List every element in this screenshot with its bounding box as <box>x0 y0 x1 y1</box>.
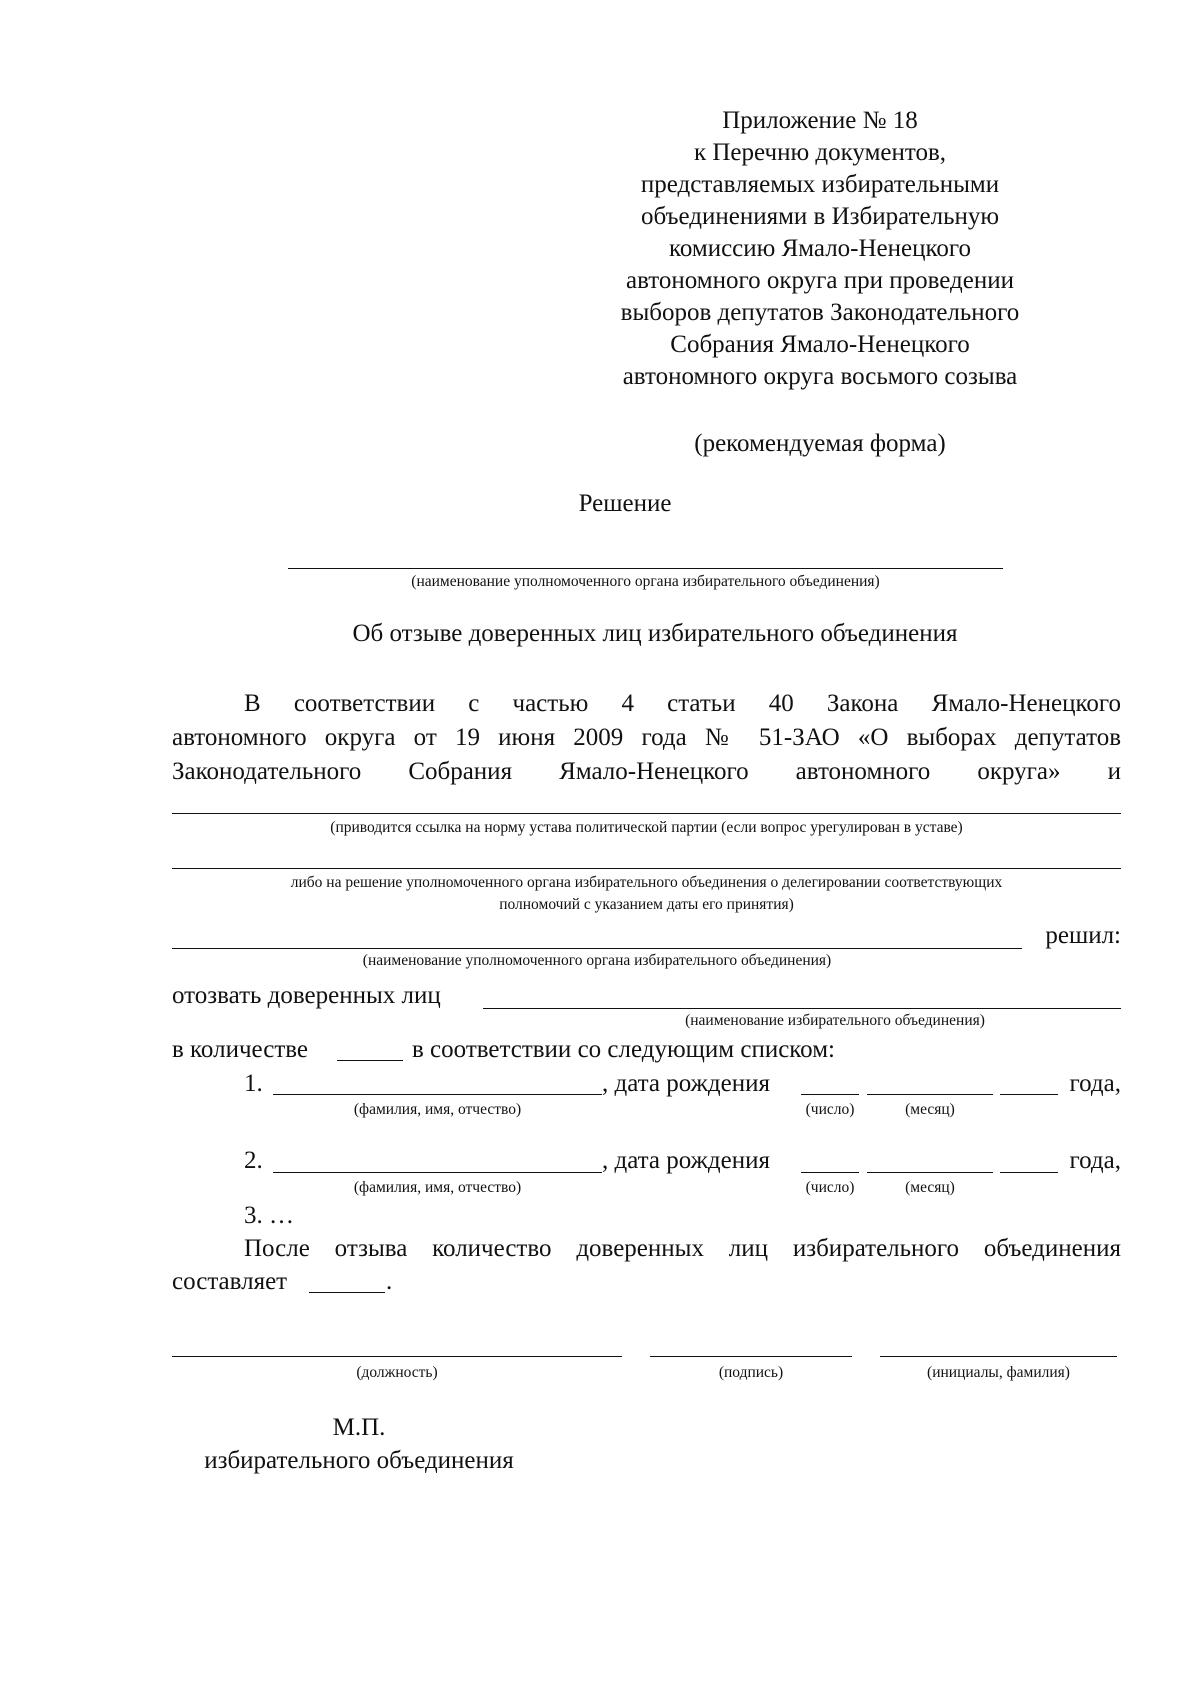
association-name-line <box>483 1008 1121 1009</box>
year-line <box>1000 1094 1058 1095</box>
header-line: Приложение № 18 <box>722 107 918 134</box>
delegation-caption-1: либо на решение уполномоченного органа избирательного объединения о делегировании соответствующих <box>290 874 1003 891</box>
remaining-count-line <box>309 1292 385 1293</box>
full-name-line <box>273 1172 602 1173</box>
birth-label: , дата рождения <box>602 1147 770 1174</box>
month-line <box>867 1094 993 1095</box>
delegation-caption-2: полномочий с указанием даты его принятия) <box>499 896 794 913</box>
header-line: Собрания Ямало-Ненецкого <box>670 331 970 358</box>
position-caption: (должность) <box>356 1364 438 1381</box>
name-caption: (фамилия, имя, отчество) <box>353 1179 522 1196</box>
month-caption: (месяц) <box>905 1101 955 1118</box>
after-text-line-2: составляет <box>172 1268 288 1295</box>
after-text-end: . <box>386 1268 393 1295</box>
quantity-text-2: в соответствии со следующим списком: <box>412 1036 835 1063</box>
association-caption: (наименование избирательного объединения) <box>685 1012 985 1029</box>
month-caption: (месяц) <box>905 1179 955 1196</box>
name-caption: (фамилия, имя, отчество) <box>353 1101 522 1118</box>
header-line: к Перечню документов, <box>693 139 947 166</box>
basis-line-3: Законодательного Собрания Ямало-Ненецкого автономного округа» и <box>172 758 1121 785</box>
day-line <box>801 1172 859 1173</box>
item-number: 1. <box>244 1070 263 1097</box>
header-line: выборов депутатов Законодательного <box>620 299 1020 326</box>
after-text-line-1: После отзыва количество доверенных лиц избирательного объединения <box>244 1235 1121 1262</box>
decision-organ-line <box>172 948 1022 949</box>
name-line <box>880 1356 1117 1357</box>
basis-line-1: В соответствии с частью 4 статьи 40 Закона Ямало-Ненецкого <box>244 690 1121 717</box>
day-caption: (число) <box>805 1101 855 1118</box>
position-line <box>172 1356 622 1357</box>
full-name-line <box>273 1094 602 1095</box>
day-caption: (число) <box>805 1179 855 1196</box>
document-subject: Об отзыве доверенных лиц избирательного объединения <box>352 620 958 647</box>
decided-label: решил: <box>1045 922 1121 949</box>
header-line: автономного округа при проведении <box>625 267 1015 294</box>
charter-caption: (приводится ссылка на норму устава политической партии (если вопрос урегулирован в уставе) <box>330 819 963 836</box>
signature-caption: (подпись) <box>718 1364 784 1381</box>
form-note: (рекомендуемая форма) <box>694 430 946 457</box>
document-title: Решение <box>578 490 672 517</box>
organ-caption: (наименование уполномоченного органа избирательного объединения) <box>411 573 880 590</box>
quantity-text-1: в количестве <box>172 1036 309 1063</box>
basis-line-2: автономного округа от 19 июня 2009 года № 51-ЗАО «О выборах депутатов <box>172 724 1121 751</box>
header-line: автономного округа восьмого созыва <box>622 363 1018 390</box>
header-line: представляемых избирательными <box>640 171 1000 198</box>
delegation-reference-line <box>172 868 1121 869</box>
recall-text: отозвать доверенных лиц <box>172 982 441 1009</box>
birth-label: , дата рождения <box>602 1070 770 1097</box>
list-item-3: 3. … <box>244 1202 294 1229</box>
quantity-line <box>337 1060 403 1061</box>
day-line <box>801 1094 859 1095</box>
name-caption: (инициалы, фамилия) <box>927 1364 1070 1381</box>
stamp-label: М.П. <box>332 1414 386 1441</box>
organ-name-line <box>288 568 1003 569</box>
year-line <box>1000 1172 1058 1173</box>
month-line <box>867 1172 993 1173</box>
year-label: года, <box>1069 1070 1121 1097</box>
item-number: 2. <box>244 1147 263 1174</box>
signature-line <box>650 1356 852 1357</box>
organ-caption-2: (наименование уполномоченного органа избирательного объединения) <box>362 952 832 969</box>
year-label: года, <box>1069 1147 1121 1174</box>
header-line: комиссию Ямало-Ненецкого <box>668 235 972 262</box>
stamp-owner: избирательного объединения <box>204 1447 514 1474</box>
header-line: объединениями в Избирательную <box>640 203 1000 230</box>
charter-reference-line <box>172 813 1121 814</box>
